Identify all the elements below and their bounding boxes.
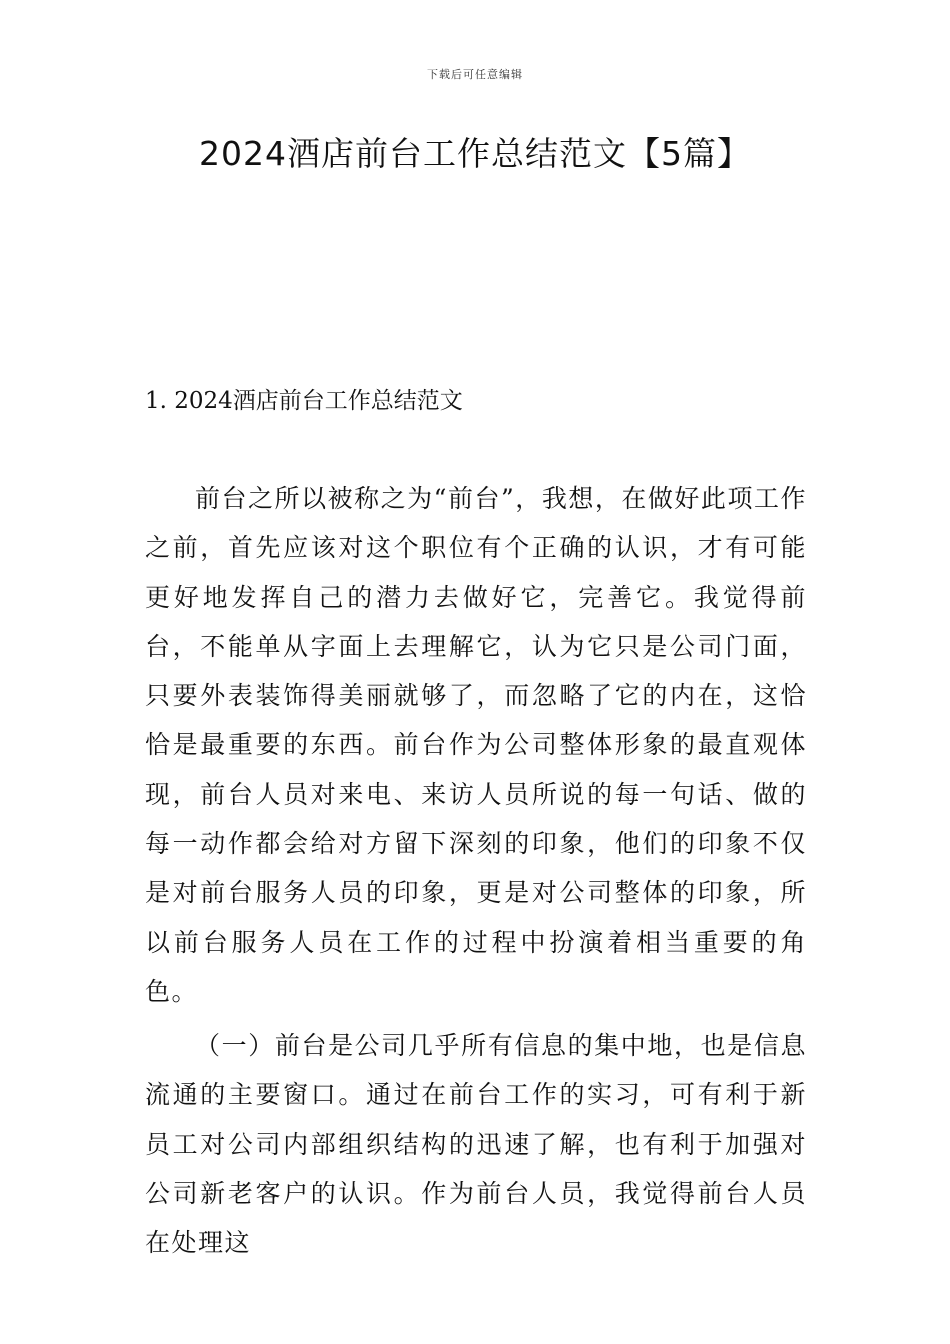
header-note: 下载后可任意编辑 — [427, 68, 523, 81]
section-heading: 1. 2024酒店前台工作总结范文 — [145, 388, 463, 414]
body-paragraph: 前台之所以被称之为“前台”，我想，在做好此项工作之前，首先应该对这个职位有个正确的认识，才有可能更好地发挥自己的潜力去做好它，完善它。我觉得前台，不能单从字面上去理解它，认为它只是公司门面，只要外表装饰得美丽就够了，而忽略了它的内在，这恰恰是最重要的东西。前台作为公司整体形象的最直观体现，前台人员对来电、来访人员所说的每一句话、做的每一动作都会给对方留下深刻的印象，他们的印象不仅是对前台服务人员的印象，更是对公司整体的印象，所以前台服务人员在工作的过程中扮演着相当重要的角色。 — [145, 484, 807, 1006]
body-paragraph: （一）前台是公司几乎所有信息的集中地，也是信息流通的主要窗口。通过在前台工作的实习，可有利于新员工对公司内部组织结构的迅速了解，也有利于加强对公司新老客户的认识。作为前台人员，我觉得前台人员在处理这 — [145, 1031, 807, 1258]
document-title: 2024酒店前台工作总结范文【5篇】 — [199, 134, 751, 173]
